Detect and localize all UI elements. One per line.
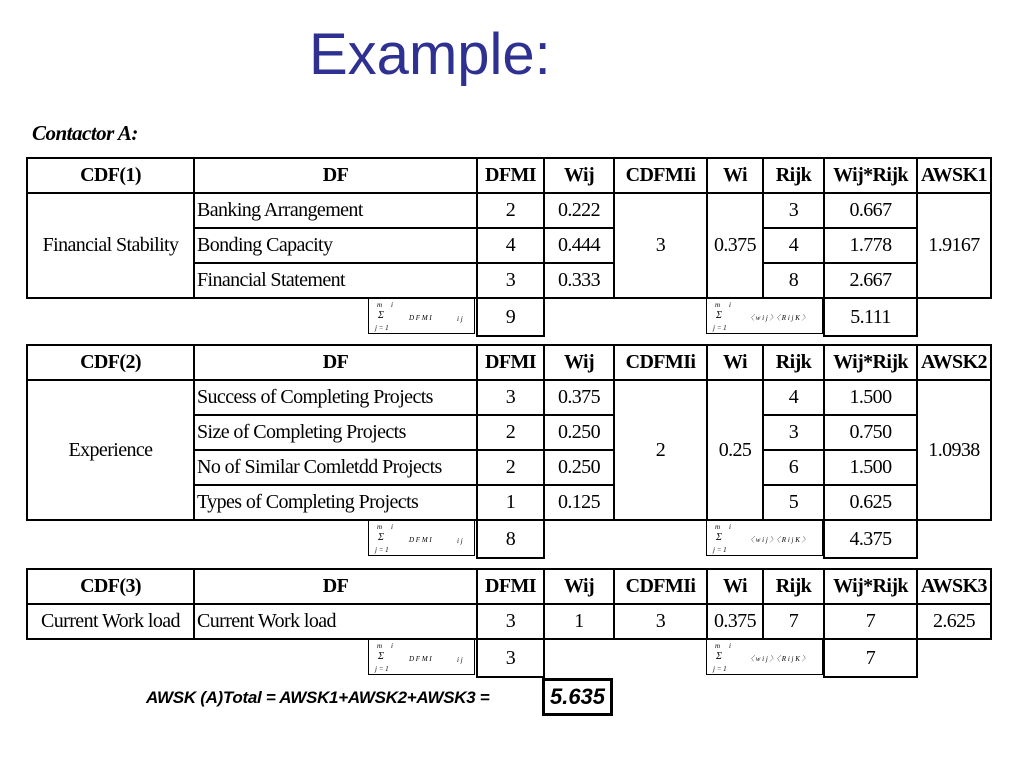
awsk-cell: 2.625 (916, 603, 992, 640)
header-cdfmi: CDFMIi (613, 344, 708, 381)
df-cell: Banking Arrangement (193, 192, 478, 229)
sum-body: 〈 w i j 〉〈 R i j K 〉 (747, 655, 809, 663)
rijk-cell: 3 (762, 192, 825, 229)
df-cell: No of Similar Comletdd Projects (193, 449, 478, 486)
wij-rijk-cell: 7 (823, 603, 918, 640)
wij-cell: 0.125 (543, 484, 615, 521)
sum-lower-bound: j = 1 (713, 324, 727, 332)
wij-rijk-cell: 0.750 (823, 414, 918, 451)
wij-rijk-cell: 0.667 (823, 192, 918, 229)
wij-cell: 0.375 (543, 379, 615, 416)
wij-rijk-sum-cell: 5.111 (823, 297, 918, 337)
wij-rijk-sum-formula (706, 520, 823, 556)
header-wr: Wij*Rijk (823, 568, 918, 605)
dfmi-sum-formula (368, 639, 475, 675)
dfmi-cell: 2 (476, 414, 545, 451)
cdf-name-cell: Current Work load (26, 603, 195, 640)
wij-rijk-sum-cell: 7 (823, 638, 918, 678)
sum-upper-m: m (377, 642, 383, 650)
df-cell: Types of Completing Projects (193, 484, 478, 521)
sum-upper-m: m (377, 523, 383, 531)
wij-cell: 0.250 (543, 414, 615, 451)
wij-cell: 1 (543, 603, 615, 640)
header-cdf: CDF(2) (26, 344, 195, 381)
df-cell: Current Work load (193, 603, 478, 640)
sigma-symbol: Σ (378, 532, 384, 543)
wi-cell: 0.375 (706, 603, 764, 640)
rijk-cell: 3 (762, 414, 825, 451)
df-cell: Success of Completing Projects (193, 379, 478, 416)
contractor-label: Contactor A: (32, 121, 138, 145)
header-rijk: Rijk (762, 568, 825, 605)
wij-rijk-cell: 1.500 (823, 379, 918, 416)
header-awsk: AWSK2 (916, 344, 992, 381)
header-cdfmi: CDFMIi (613, 157, 708, 194)
header-cdfmi: CDFMIi (613, 568, 708, 605)
sum-upper-i: i (391, 642, 393, 650)
header-wr: Wij*Rijk (823, 344, 918, 381)
header-dfmi: DFMI (476, 568, 545, 605)
dfmi-sum-cell: 3 (476, 638, 545, 678)
wij-cell: 0.250 (543, 449, 615, 486)
sigma-symbol: Σ (716, 532, 722, 543)
wij-rijk-cell: 2.667 (823, 262, 918, 299)
cdfmi-cell: 3 (613, 603, 708, 640)
dfmi-cell: 3 (476, 262, 545, 299)
header-rijk: Rijk (762, 157, 825, 194)
sum-upper-i: i (729, 301, 731, 309)
wij-rijk-sum-cell: 4.375 (823, 519, 918, 559)
sum-upper-i: i (729, 523, 731, 531)
wi-cell: 0.375 (706, 192, 764, 299)
slide-title: Example: (309, 22, 551, 87)
header-awsk: AWSK1 (916, 157, 992, 194)
wij-cell: 0.444 (543, 227, 615, 264)
header-wi: Wi (706, 344, 764, 381)
rijk-cell: 7 (762, 603, 825, 640)
wij-cell: 0.222 (543, 192, 615, 229)
header-cdf: CDF(3) (26, 568, 195, 605)
header-df: DF (193, 344, 478, 381)
dfmi-sum-cell: 8 (476, 519, 545, 559)
total-formula-label: AWSK (A)Total = AWSK1+AWSK2+AWSK3 = (146, 688, 490, 707)
sum-upper-m: m (715, 301, 721, 309)
sum-lower-bound: j = 1 (713, 546, 727, 554)
dfmi-cell: 3 (476, 379, 545, 416)
rijk-cell: 4 (762, 379, 825, 416)
wij-rijk-sum-formula (706, 298, 823, 334)
sum-lower-bound: j = 1 (375, 324, 389, 332)
cdf-name-cell: Financial Stability (26, 192, 195, 299)
header-dfmi: DFMI (476, 344, 545, 381)
sum-body: D F M I (409, 655, 432, 663)
cdfmi-cell: 2 (613, 379, 708, 521)
dfmi-sum-formula (368, 520, 475, 556)
header-wr: Wij*Rijk (823, 157, 918, 194)
sum-upper-m: m (715, 523, 721, 531)
sum-upper-m: m (377, 301, 383, 309)
sigma-symbol: Σ (716, 310, 722, 321)
sigma-symbol: Σ (378, 651, 384, 662)
df-cell: Financial Statement (193, 262, 478, 299)
sum-body: 〈 w i j 〉〈 R i j K 〉 (747, 536, 809, 544)
header-wi: Wi (706, 157, 764, 194)
dfmi-cell: 2 (476, 449, 545, 486)
df-cell: Size of Completing Projects (193, 414, 478, 451)
dfmi-sum-cell: 9 (476, 297, 545, 337)
header-wi: Wi (706, 568, 764, 605)
total-value: 5.635 (542, 678, 613, 716)
dfmi-cell: 1 (476, 484, 545, 521)
sum-subscript: i j (457, 537, 463, 545)
dfmi-cell: 3 (476, 603, 545, 640)
sum-subscript: i j (457, 656, 463, 664)
header-cdf: CDF(1) (26, 157, 195, 194)
dfmi-sum-formula (368, 298, 475, 334)
header-wij: Wij (543, 157, 615, 194)
sum-body: D F M I (409, 314, 432, 322)
sum-subscript: i j (457, 315, 463, 323)
cdfmi-cell: 3 (613, 192, 708, 299)
sum-body: D F M I (409, 536, 432, 544)
sum-lower-bound: j = 1 (375, 665, 389, 673)
header-rijk: Rijk (762, 344, 825, 381)
wij-cell: 0.333 (543, 262, 615, 299)
rijk-cell: 8 (762, 262, 825, 299)
dfmi-cell: 4 (476, 227, 545, 264)
header-df: DF (193, 157, 478, 194)
dfmi-cell: 2 (476, 192, 545, 229)
sum-body: 〈 w i j 〉〈 R i j K 〉 (747, 314, 809, 322)
header-wij: Wij (543, 344, 615, 381)
sum-upper-i: i (391, 523, 393, 531)
awsk-cell: 1.0938 (916, 379, 992, 521)
rijk-cell: 5 (762, 484, 825, 521)
header-awsk: AWSK3 (916, 568, 992, 605)
wij-rijk-sum-formula (706, 639, 823, 675)
sum-lower-bound: j = 1 (375, 546, 389, 554)
wi-cell: 0.25 (706, 379, 764, 521)
cdf-name-cell: Experience (26, 379, 195, 521)
rijk-cell: 4 (762, 227, 825, 264)
sum-upper-m: m (715, 642, 721, 650)
df-cell: Bonding Capacity (193, 227, 478, 264)
sigma-symbol: Σ (378, 310, 384, 321)
wij-rijk-cell: 1.778 (823, 227, 918, 264)
rijk-cell: 6 (762, 449, 825, 486)
header-wij: Wij (543, 568, 615, 605)
sum-upper-i: i (729, 642, 731, 650)
sum-upper-i: i (391, 301, 393, 309)
wij-rijk-cell: 1.500 (823, 449, 918, 486)
header-dfmi: DFMI (476, 157, 545, 194)
awsk-cell: 1.9167 (916, 192, 992, 299)
header-df: DF (193, 568, 478, 605)
sigma-symbol: Σ (716, 651, 722, 662)
wij-rijk-cell: 0.625 (823, 484, 918, 521)
sum-lower-bound: j = 1 (713, 665, 727, 673)
